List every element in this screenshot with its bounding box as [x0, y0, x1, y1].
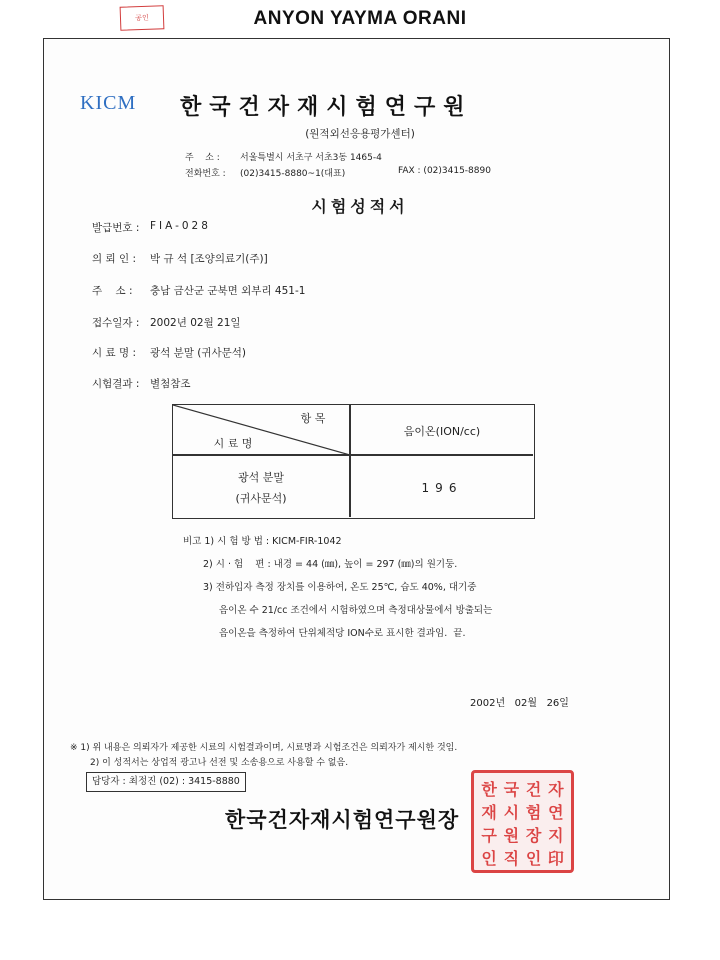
table-sample-line1: 광석 분말 — [237, 471, 284, 484]
seal-char: 한 — [481, 780, 497, 799]
fax-value: FAX : (02)3415-8890 — [398, 166, 491, 176]
field-label-address: 주 소 : — [92, 285, 133, 297]
note-line-4: 음이온 수 21/cc 조건에서 시험하였으며 측정대상물에서 방출되는 — [219, 605, 493, 616]
seal-char: 직 — [503, 849, 520, 868]
official-seal — [471, 770, 574, 873]
footer-institute-head: 한국건자재시험연구원장 — [225, 807, 460, 832]
field-value-test-result: 별첨참조 — [150, 378, 191, 390]
disclaimer-line-1: ※ 1) 위 내용은 의뢰자가 제공한 시료의 시험결과이며, 시료명과 시험조건은 의뢰자가 제시한 것임. — [70, 743, 458, 753]
top-stamp-text: 공인 — [135, 13, 149, 22]
note-line-2: 2) 시 · 험 편 : 내경 = 44 (㎜), 높이 = 297 (㎜)의 원기둥. — [203, 559, 458, 570]
field-value-address: 충남 금산군 군북면 외부리 451-1 — [150, 285, 306, 297]
disclaimer-line-2: 2) 이 성적서는 상업적 광고나 선전 및 소송용으로 사용할 수 없음. — [90, 758, 349, 768]
field-value-received-date: 2002년 02월 21일 — [150, 317, 241, 329]
table-header-item: 항 목 — [300, 412, 326, 425]
seal-char: 연 — [548, 803, 564, 822]
seal-char: 건 — [525, 780, 542, 799]
seal-char: 印 — [547, 849, 564, 868]
seal-char: 구 — [481, 826, 497, 845]
seal-char: 장 — [525, 826, 542, 845]
results-table — [172, 404, 535, 519]
field-label-sample-name: 시 료 명 : — [92, 347, 136, 359]
note-line-3: 3) 전하입자 측정 장치를 이용하여, 온도 25℃, 습도 40%, 대기중 — [203, 582, 477, 593]
address-label: 주 소 : — [185, 153, 220, 163]
seal-char: 험 — [525, 803, 542, 822]
institute-subtitle: (원적외선응용평가센터) — [305, 128, 415, 140]
phone-label: 전화번호 : — [185, 169, 226, 179]
table-value-ion: 196 — [421, 481, 463, 495]
seal-char: 원 — [503, 826, 520, 845]
field-value-sample-name: 광석 분말 (귀사문석) — [150, 347, 247, 359]
seal-char: 국 — [503, 780, 520, 799]
seal-char: 지 — [548, 826, 564, 845]
field-value-issue-number: FIA-028 — [150, 220, 211, 232]
seal-char: 시 — [503, 803, 520, 822]
seal-char: 인 — [525, 849, 542, 868]
field-label-client: 의 뢰 인 : — [92, 253, 136, 265]
table-header-sample: 시 료 명 — [213, 437, 253, 450]
field-label-issue-number: 발급번호 : — [92, 222, 140, 234]
contact-box: 담당자 : 최정진 (02) : 3415-8880 — [86, 772, 246, 792]
kicm-logo: KICM — [80, 92, 137, 114]
institute-name: 한국건자재시험연구원 — [180, 94, 473, 120]
field-value-client: 박 규 석 [조양의료기(주)] — [150, 253, 268, 265]
note-line-5: 음이온을 측정하여 단위체적당 ION수로 표시한 결과임. 끝. — [219, 628, 466, 639]
page-header-title: ANYON YAYMA ORANI — [253, 8, 467, 29]
certificate-title: 시험성적서 — [311, 197, 409, 216]
seal-char: 자 — [548, 780, 564, 799]
table-header-column: 음이온(ION/cc) — [403, 425, 481, 438]
field-label-test-result: 시험결과 : — [92, 378, 140, 390]
phone-value: (02)3415-8880~1(대표) — [240, 169, 346, 179]
seal-char: 재 — [481, 803, 497, 822]
seal-char: 인 — [481, 849, 497, 868]
field-label-received-date: 접수일자 : — [92, 317, 140, 329]
note-line-1: 비고 1) 시 험 방 법 : KICM-FIR-1042 — [183, 536, 342, 547]
issue-date: 2002년 02월 26일 — [470, 698, 569, 709]
address-value: 서울특별시 서초구 서초3동 1465-4 — [240, 153, 382, 163]
table-sample-line2: (귀사문석) — [235, 492, 287, 505]
